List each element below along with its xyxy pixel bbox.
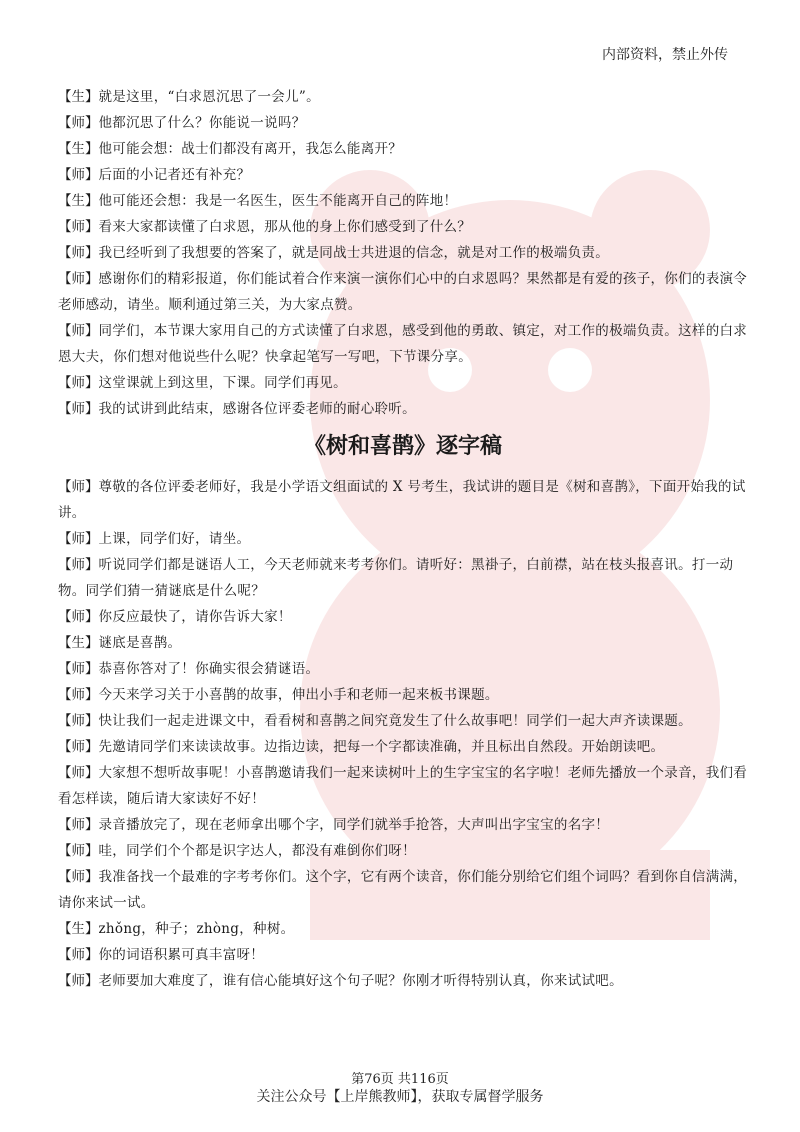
dialogue-line	[58, 604, 748, 630]
line-text: zhǒng，种子；zhòng，种树。	[98, 921, 295, 937]
line-text: 同学们，本节课大家用自己的方式读懂了白求恩，感受到他的勇敢、镇定，对工作的极端负责。这样的白求恩大夫，你们想对他说些什么呢？快拿起笔写一写吧，下节课分享。	[58, 323, 748, 365]
dialogue-line	[58, 760, 748, 812]
dialogue-line	[58, 396, 748, 422]
dialogue-line	[58, 734, 748, 760]
speaker-label: 【师】	[58, 271, 99, 287]
line-text: 我准备找一个最难的字考考你们。这个字，它有两个读音，你们能分别给它们组个词吗？看到你自信满满，请你来试一试。	[58, 869, 748, 911]
page-number: 第76页 共116页	[351, 1072, 449, 1087]
speaker-label: 【师】	[58, 869, 99, 885]
line-text: 他可能会想：战士们都没有离开，我怎么能离开？	[98, 141, 403, 157]
line-text: 我的试讲到此结束，感谢各位评委老师的耐心聆听。	[98, 401, 416, 417]
line-text: 你的词语积累可真丰富呀！	[98, 947, 265, 963]
speaker-label: 【师】	[58, 817, 99, 833]
dialogue-line	[58, 942, 748, 968]
speaker-label: 【师】	[58, 479, 99, 495]
line-text: 哇，同学们个个都是识字达人，都没有难倒你们呀！	[98, 843, 416, 859]
dialogue-line	[58, 968, 748, 994]
line-text: 录音播放完了，现在老师拿出哪个字，同学们就举手抢答，大声叫出字宝宝的名字！	[98, 817, 610, 833]
dialogue-line	[58, 838, 748, 864]
speaker-label: 【师】	[58, 713, 99, 729]
dialogue-line	[58, 474, 748, 526]
line-text: 你反应最快了，请你告诉大家！	[98, 609, 292, 625]
speaker-label: 【师】	[58, 843, 99, 859]
line-text: 上课，同学们好，请坐。	[98, 531, 251, 547]
dialogue-line	[58, 318, 748, 370]
speaker-label: 【师】	[58, 557, 99, 573]
dialogue-line	[58, 630, 748, 656]
speaker-label: 【师】	[58, 687, 99, 703]
speaker-label: 【师】	[58, 245, 99, 261]
dialogue-line	[58, 110, 748, 136]
line-text: 这堂课就上到这里，下课。同学们再见。	[98, 375, 347, 391]
speaker-label: 【生】	[58, 89, 99, 105]
dialogue-section-1	[58, 84, 748, 422]
line-text: 老师要加大难度了，谁有信心能填好这个句子呢？你刚才听得特别认真，你来试试吧。	[98, 973, 623, 989]
dialogue-line	[58, 552, 748, 604]
speaker-label: 【师】	[58, 401, 99, 417]
speaker-label: 【生】	[58, 921, 99, 937]
dialogue-line	[58, 864, 748, 916]
speaker-label: 【师】	[58, 167, 99, 183]
dialogue-line	[58, 656, 748, 682]
dialogue-line	[58, 84, 748, 110]
dialogue-line	[58, 708, 748, 734]
line-text: 谜底是喜鹊。	[98, 635, 182, 651]
confidential-note: 内部资料，禁止外传	[602, 47, 728, 63]
speaker-label: 【生】	[58, 141, 99, 157]
dialogue-line	[58, 162, 748, 188]
speaker-label: 【生】	[58, 193, 99, 209]
document-body	[58, 84, 748, 994]
dialogue-line	[58, 916, 748, 942]
line-text: 大家想不想听故事呢！小喜鹊邀请我们一起来读树叶上的生字宝宝的名字啦！老师先播放一个录音，我们看看怎样读，随后请大家读好不好！	[58, 765, 748, 807]
dialogue-line	[58, 188, 748, 214]
dialogue-line	[58, 240, 748, 266]
line-text: 听说同学们都是谜语人工，今天老师就来考考你们。请听好：黑褂子，白前襟，站在枝头报喜讯。打一动物。同学们猜一猜谜底是什么呢？	[58, 557, 734, 599]
line-text: 今天来学习关于小喜鹊的故事，伸出小手和老师一起来板书课题。	[98, 687, 499, 703]
speaker-label: 【师】	[58, 609, 99, 625]
dialogue-line	[58, 370, 748, 396]
line-text: 后面的小记者还有补充？	[98, 167, 251, 183]
line-text: 我已经听到了我想要的答案了，就是同战士共进退的信念，就是对工作的极端负责。	[98, 245, 610, 261]
speaker-label: 【生】	[58, 635, 99, 651]
line-text: 就是这里，“白求恩沉思了一会儿”。	[98, 89, 320, 105]
line-text: 先邀请同学们来读读故事。边指边读，把每一个字都读准确，并且标出自然段。开始朗读吧。	[98, 739, 665, 755]
speaker-label: 【师】	[58, 219, 99, 235]
line-text: 感谢你们的精彩报道，你们能试着合作来演一演你们心中的白求恩吗？果然都是有爱的孩子，你们的表演令老师感动，请坐。顺利通过第三关，为大家点赞。	[58, 271, 748, 313]
section-title: 《树和喜鹊》逐字稿	[303, 434, 502, 459]
speaker-label: 【师】	[58, 115, 99, 131]
line-text: 他可能还会想：我是一名医生，医生不能离开自己的阵地！	[98, 193, 458, 209]
line-text: 看来大家都读懂了白求恩，那从他的身上你们感受到了什么？	[98, 219, 472, 235]
line-text: 快让我们一起走进课文中，看看树和喜鹊之间究竟发生了什么故事吧！同学们一起大声齐读课题。	[98, 713, 692, 729]
dialogue-line	[58, 136, 748, 162]
speaker-label: 【师】	[58, 739, 99, 755]
speaker-label: 【师】	[58, 947, 99, 963]
speaker-label: 【师】	[58, 661, 99, 677]
line-text: 他都沉思了什么？你能说一说吗？	[98, 115, 306, 131]
promo-text: 关注公众号【上岸熊教师】，获取专属督学服务	[256, 1089, 544, 1105]
speaker-label: 【师】	[58, 375, 99, 391]
dialogue-section-2	[58, 474, 748, 994]
speaker-label: 【师】	[58, 323, 99, 339]
dialogue-line	[58, 214, 748, 240]
dialogue-line	[58, 812, 748, 838]
speaker-label: 【师】	[58, 765, 99, 781]
dialogue-line	[58, 526, 748, 552]
speaker-label: 【师】	[58, 973, 99, 989]
dialogue-line	[58, 682, 748, 708]
line-text: 恭喜你答对了！你确实很会猜谜语。	[98, 661, 320, 677]
line-text: 尊敬的各位评委老师好，我是小学语文组面试的 X 号考生，我试讲的题目是《树和喜鹊》，下面开始我的试讲。	[58, 479, 746, 521]
dialogue-line	[58, 266, 748, 318]
speaker-label: 【师】	[58, 531, 99, 547]
